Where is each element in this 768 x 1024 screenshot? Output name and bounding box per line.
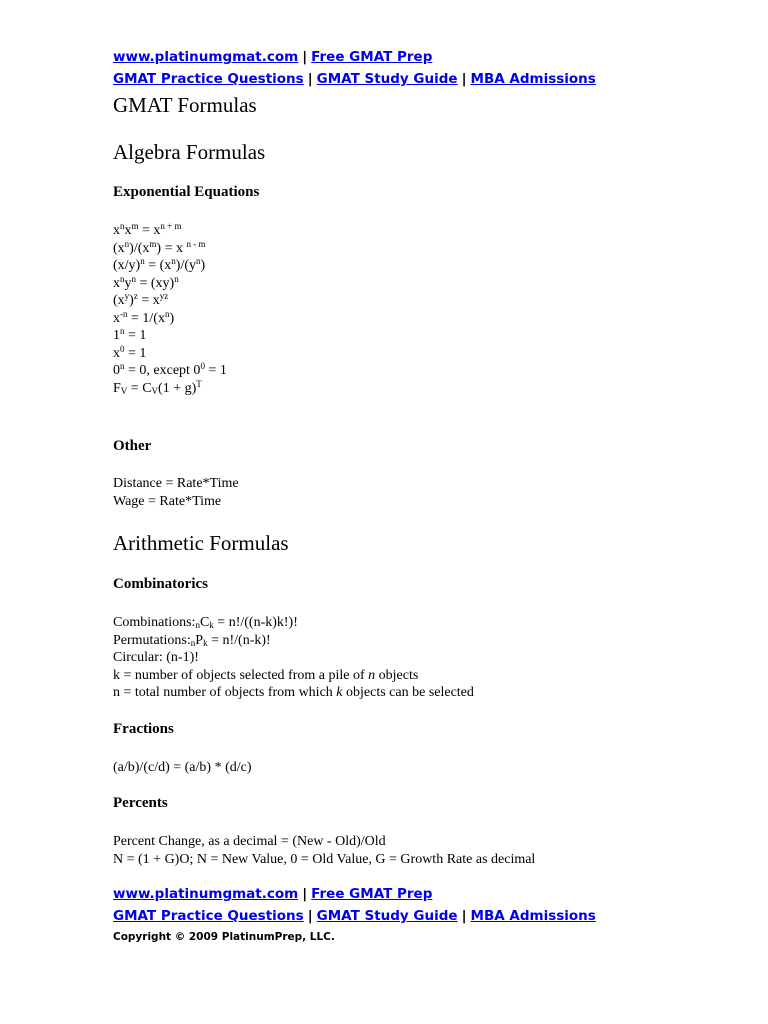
nav-separator: |: [307, 71, 313, 87]
formula-line: $F_V = C_V(1 + g)^T$: [113, 378, 202, 396]
nav-separator: |: [302, 49, 308, 65]
formula-line: k = number of objects selected from a pile of n objects: [113, 667, 419, 683]
exponential-formulas-list: [113, 222, 227, 397]
formula-line: Percent Change, as a decimal = (New - Old)/Old: [113, 834, 386, 849]
formula-line: $x^ny^n = (xy)^n$: [113, 273, 179, 291]
formula-line: $x^nx^m = x^{n + m}$: [113, 221, 182, 238]
percents-formulas-list: [113, 833, 535, 868]
gmat-study-guide-link[interactable]: GMAT Study Guide: [316, 908, 458, 924]
formula-line: $1^n = 1$: [113, 326, 147, 343]
other-formulas-list: [113, 475, 239, 510]
formula-line: $0^n = 0$, except $0^0 = 1$: [113, 361, 227, 378]
combinatorics-heading: Combinatorics: [113, 576, 208, 592]
formula-line: $Permutations:_nP_k = n!/(n-k)$!: [113, 632, 271, 648]
algebra-formulas-heading: Algebra Formulas: [113, 140, 266, 164]
formula-line: n = total number of objects from which k objects can be selected: [113, 685, 474, 700]
formula-line: $(x/y)^n = (x^n)/(y^n)$: [113, 256, 206, 273]
footer-nav: [113, 883, 596, 927]
copyright-notice: Copyright © 2009 PlatinumPrep, LLC.: [113, 931, 335, 943]
formula-line: $(x^n)/(x^m) = x$ $^{n - m}$: [113, 238, 206, 256]
free-gmat-prep-link[interactable]: Free GMAT Prep: [311, 886, 433, 902]
percents-heading: Percents: [113, 795, 168, 811]
nav-separator: |: [302, 886, 308, 902]
formula-line: $(x^y)^z = x^{yz}$: [113, 291, 169, 308]
fractions-formulas-list: [113, 759, 252, 777]
platinumgmat-site-link[interactable]: www.platinumgmat.com: [113, 49, 299, 65]
arithmetic-formulas-heading: Arithmetic Formulas: [113, 531, 289, 555]
formula-line: $Combinations:_nC_k = n!/((n-k)k!)$!: [113, 615, 298, 630]
gmat-practice-questions-link[interactable]: GMAT Practice Questions: [113, 908, 304, 924]
nav-separator: |: [461, 908, 467, 924]
formula-line: N = (1 + G)O; N = New Value, 0 = Old Value, G = Growth Rate as decimal: [113, 851, 536, 867]
formula-line: Wage = Rate*Time: [113, 493, 222, 509]
nav-separator: |: [307, 908, 313, 924]
fractions-heading: Fractions: [113, 721, 174, 737]
platinumgmat-site-link[interactable]: www.platinumgmat.com: [113, 886, 299, 902]
formula-line: (a/b)/(c/d) = (a/b) * (d/c): [113, 760, 252, 775]
other-heading: Other: [113, 438, 152, 454]
gmat-practice-questions-link[interactable]: GMAT Practice Questions: [113, 71, 304, 87]
combinatorics-formulas-list: [113, 614, 474, 702]
nav-separator: |: [461, 71, 467, 87]
mba-admissions-link[interactable]: MBA Admissions: [470, 908, 596, 924]
formula-line: $x^{-n} = 1/(x^n)$: [113, 308, 175, 326]
free-gmat-prep-link[interactable]: Free GMAT Prep: [311, 49, 433, 65]
exponential-equations-heading: Exponential Equations: [113, 184, 260, 200]
formula-line: Circular: (n-1)!: [113, 650, 199, 665]
formula-line: $x^0 = 1$: [113, 343, 147, 361]
page-title: GMAT Formulas: [113, 93, 257, 117]
header-nav: [113, 46, 596, 90]
gmat-study-guide-link[interactable]: GMAT Study Guide: [316, 71, 458, 87]
formula-line: Distance = Rate*Time: [113, 476, 239, 491]
mba-admissions-link[interactable]: MBA Admissions: [470, 71, 596, 87]
